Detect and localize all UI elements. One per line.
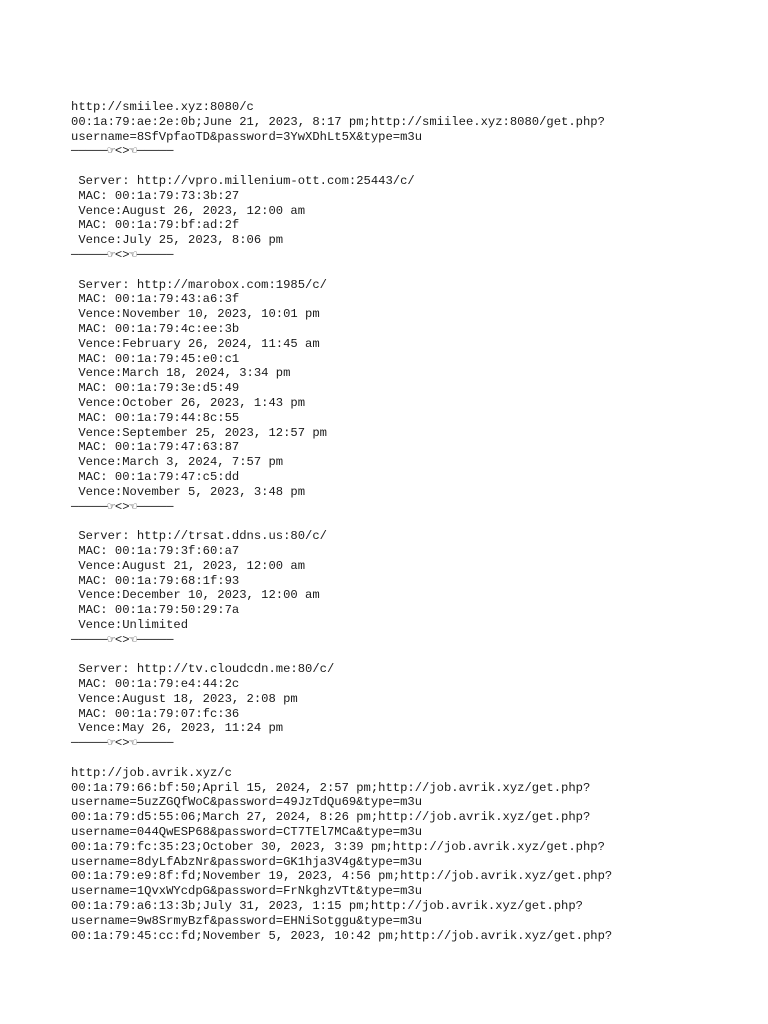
text-line: MAC: 00:1a:79:47:63:87 xyxy=(71,440,240,455)
text-line: Vence:November 10, 2023, 10:01 pm xyxy=(71,307,320,322)
text-line: MAC: 00:1a:79:45:e0:c1 xyxy=(71,351,240,366)
text-line: MAC: 00:1a:79:07:fc:36 xyxy=(71,706,240,721)
text-line: MAC: 00:1a:79:44:8c:55 xyxy=(71,410,240,425)
blank-line xyxy=(71,647,751,662)
text-line: MAC: 00:1a:79:bf:ad:2f xyxy=(71,218,240,233)
blank-line xyxy=(71,751,751,766)
text-line: Vence:March 3, 2024, 7:57 pm xyxy=(71,455,284,470)
text-line: 00:1a:79:e9:8f:fd;November 19, 2023, 4:56 pm;http://job.avrik.xyz/get.php? xyxy=(71,869,613,884)
text-line: MAC: 00:1a:79:4c:ee:3b xyxy=(71,321,240,336)
text-line: Vence:August 21, 2023, 12:00 am xyxy=(71,558,306,573)
text-line: Vence:August 18, 2023, 2:08 pm xyxy=(71,691,298,706)
text-line: username=044QwESP68&password=CT7TEl7MCa&type=m3u xyxy=(71,825,423,840)
text-line: username=1QvxWYcdpG&password=FrNkghzVTt&type=m3u xyxy=(71,884,423,899)
document-page xyxy=(71,100,751,943)
separator-line: ─────☞<>☜───── xyxy=(71,247,174,262)
text-line: MAC: 00:1a:79:47:c5:dd xyxy=(71,469,240,484)
text-line: MAC: 00:1a:79:3e:d5:49 xyxy=(71,381,240,396)
text-line: 00:1a:79:fc:35:23;October 30, 2023, 3:39 pm;http://job.avrik.xyz/get.php? xyxy=(71,839,605,854)
text-line: Vence:Unlimited xyxy=(71,617,189,632)
blank-line xyxy=(71,263,751,278)
text-line: Vence:March 18, 2024, 3:34 pm xyxy=(71,366,291,381)
text-line: Vence:May 26, 2023, 11:24 pm xyxy=(71,721,284,736)
text-line: MAC: 00:1a:79:3f:60:a7 xyxy=(71,543,240,558)
blank-line xyxy=(71,159,751,174)
text-line: Vence:February 26, 2024, 11:45 am xyxy=(71,336,320,351)
text-line: Server: http://tv.cloudcdn.me:80/c/ xyxy=(71,662,335,677)
text-line: Vence:December 10, 2023, 12:00 am xyxy=(71,588,320,603)
text-line: MAC: 00:1a:79:50:29:7a xyxy=(71,603,240,618)
text-line: Server: http://marobox.com:1985/c/ xyxy=(71,277,327,292)
text-line: Vence:November 5, 2023, 3:48 pm xyxy=(71,484,306,499)
text-line: 00:1a:79:45:cc:fd;November 5, 2023, 10:42 pm;http://job.avrik.xyz/get.php? xyxy=(71,928,613,943)
text-line: 00:1a:79:d5:55:06;March 27, 2024, 8:26 pm;http://job.avrik.xyz/get.php? xyxy=(71,810,591,825)
separator-line: ─────☞<>☜───── xyxy=(71,499,174,514)
text-line: 00:1a:79:a6:13:3b;July 31, 2023, 1:15 pm;http://job.avrik.xyz/get.php? xyxy=(71,899,583,914)
text-line: Vence:July 25, 2023, 8:06 pm xyxy=(71,233,284,248)
text-line: MAC: 00:1a:79:e4:44:2c xyxy=(71,677,240,692)
blank-line xyxy=(71,514,751,529)
text-line: Server: http://trsat.ddns.us:80/c/ xyxy=(71,529,327,544)
text-line: 00:1a:79:66:bf:50;April 15, 2024, 2:57 pm;http://job.avrik.xyz/get.php? xyxy=(71,780,591,795)
text-line: username=8SfVpfaoTD&password=3YwXDhLt5X&type=m3u xyxy=(71,129,423,144)
text-line: username=8dyLfAbzNr&password=GK1hja3V4g&type=m3u xyxy=(71,854,423,869)
text-line: username=5uzZGQfWoC&password=49JzTdQu69&type=m3u xyxy=(71,795,423,810)
text-line: Vence:September 25, 2023, 12:57 pm xyxy=(71,425,327,440)
text-line: 00:1a:79:ae:2e:0b;June 21, 2023, 8:17 pm;http://smiilee.xyz:8080/get.php? xyxy=(71,114,605,129)
separator-line: ─────☞<>☜───── xyxy=(71,736,174,751)
text-line: MAC: 00:1a:79:68:1f:93 xyxy=(71,573,240,588)
text-line: MAC: 00:1a:79:43:a6:3f xyxy=(71,292,240,307)
text-line: Server: http://vpro.millenium-ott.com:25443/c/ xyxy=(71,173,415,188)
separator-line: ─────☞<>☜───── xyxy=(71,144,174,159)
separator-line: ─────☞<>☜───── xyxy=(71,632,174,647)
text-line: Vence:August 26, 2023, 12:00 am xyxy=(71,203,306,218)
text-line: http://job.avrik.xyz/c xyxy=(71,765,232,780)
text-line: MAC: 00:1a:79:73:3b:27 xyxy=(71,188,240,203)
text-line: http://smiilee.xyz:8080/c xyxy=(71,100,254,114)
text-line: username=9w8SrmyBzf&password=EHNiSotggu&type=m3u xyxy=(71,913,423,928)
text-line: Vence:October 26, 2023, 1:43 pm xyxy=(71,395,306,410)
